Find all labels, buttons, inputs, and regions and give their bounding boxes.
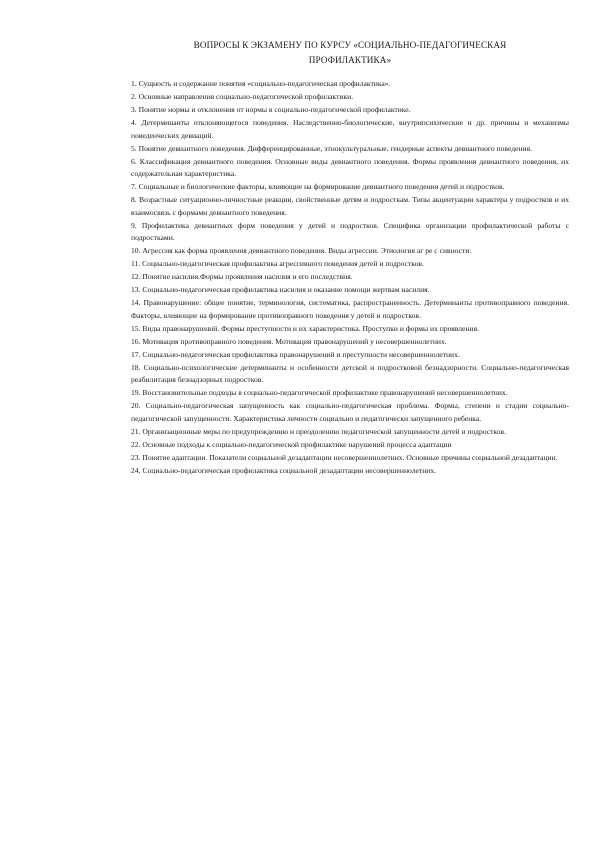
question-item: 2. Основные направления социально-педагогической профилактики. (131, 91, 354, 101)
question-item: 10. Агрессия как форма проявления девиантного поведения. Виды агрессии. Этиология аг ре с сивности. (131, 246, 472, 256)
question-list (131, 78, 569, 477)
question-item: 17. Социально-педагогическая профилактика правонарушений и преступности несовершеннолетних. (131, 349, 460, 359)
question-item: 8. Возрастные ситуационно-личностные реакции, свойственные детям и подросткам. Типы акцентуации характера у подростков и их взаимосвязь с формами девиантного поведения. (131, 195, 569, 217)
question-item: 6. Классификация девиантного поведения. Основные виды девиантного поведения. Формы проявления девиантного поведения, их содержательная характеристика. (131, 156, 569, 179)
title-line: ВОПРОСЫ К ЭКЗАМЕНУ ПО КУРСУ «СОЦИАЛЬНО-ПЕДАГОГИЧЕСКАЯ (193, 40, 507, 50)
question-item: 12. Понятие насилия.Формы проявления насилия и его последствия. (131, 272, 353, 282)
question-item: 7. Социальные и биологические факторы, влияющие на формирование девиантного поведения детей и подростков. (131, 182, 505, 192)
question-item: 5. Понятие девиантного поведения. Дифференцированные, этнокультуральные. гендерные аспекты девиантного поведения. (131, 143, 532, 153)
question-item: 22. Основные подходы к социально-педагогической профилактике нарушений процесса адаптации (131, 439, 452, 449)
question-item: 18. Социально-психологические детерминанты и особенности детской и подростковой безнадзорности. Социально-педагогическая реабилитация безнадзорных подростков. (131, 362, 569, 385)
question-item: 11. Социально-педагогическая профилактика агрессивного поведения детей и подростков. (131, 259, 424, 269)
question-item: 9. Профилактика девиантных форм поведения у детей и подростков. Специфика организации профилактической работы с подростками. (131, 220, 569, 243)
question-item: 24. Социально-педагогическая профилактика социальной дезадаптации несовершеннолетних. (131, 465, 437, 475)
question-item: 15. Виды правонарушений. Формы преступности и их характеристика. Проступки и формы их проявления. (131, 323, 479, 333)
question-item: 1. Сущность и содержание понятия «социально-педагогическая профилактика». (131, 79, 391, 88)
document-title (150, 38, 550, 68)
question-item: 13. Социально-педагогическая профилактика насилия и оказание помощи жертвам насилия. (131, 285, 430, 295)
question-item: 20. Социально-педагогическая запущенность как социально-педагогическая проблема. Формы, степени и стадии социально-педагогической запущенности. Характеристика личности социально и педагогически запущенного ребенка. (131, 401, 569, 423)
question-item: 4. Детерминанты отклоняющегося поведения. Наследственно-биологические, внутрипсихические и др. причины и механизмы поведенческих девиаций. (131, 117, 569, 140)
question-item: 23. Понятие адаптации. Показатели социальной дезадаптации несовершеннолетних. Основные причины социальной дезадаптации. (131, 452, 558, 462)
question-item: 16. Мотивация противоправного поведения. Мотивация правонарушений у несовершеннолетних. (131, 336, 447, 346)
question-item: 14. Правонарушение: общее понятие, терминология, систематика, распространенность. Детерминанты противоправного поведения. Факторы, влияющие на формирование противоправного поведения у детей и подростков. (131, 298, 569, 320)
question-item: 21. Организационные меры по предупреждению и преодолению педагогической запущенности детей и подростков. (131, 426, 507, 436)
question-item: 19. Восстановительные подходы в социально-педагогической профилактике правонарушений несовершеннолетних. (131, 388, 508, 398)
question-item: 3. Понятие нормы и отклонения от нормы в социально-педагогической профилактике. (131, 104, 411, 114)
title-line: ПРОФИЛАКТИКА» (308, 55, 392, 65)
